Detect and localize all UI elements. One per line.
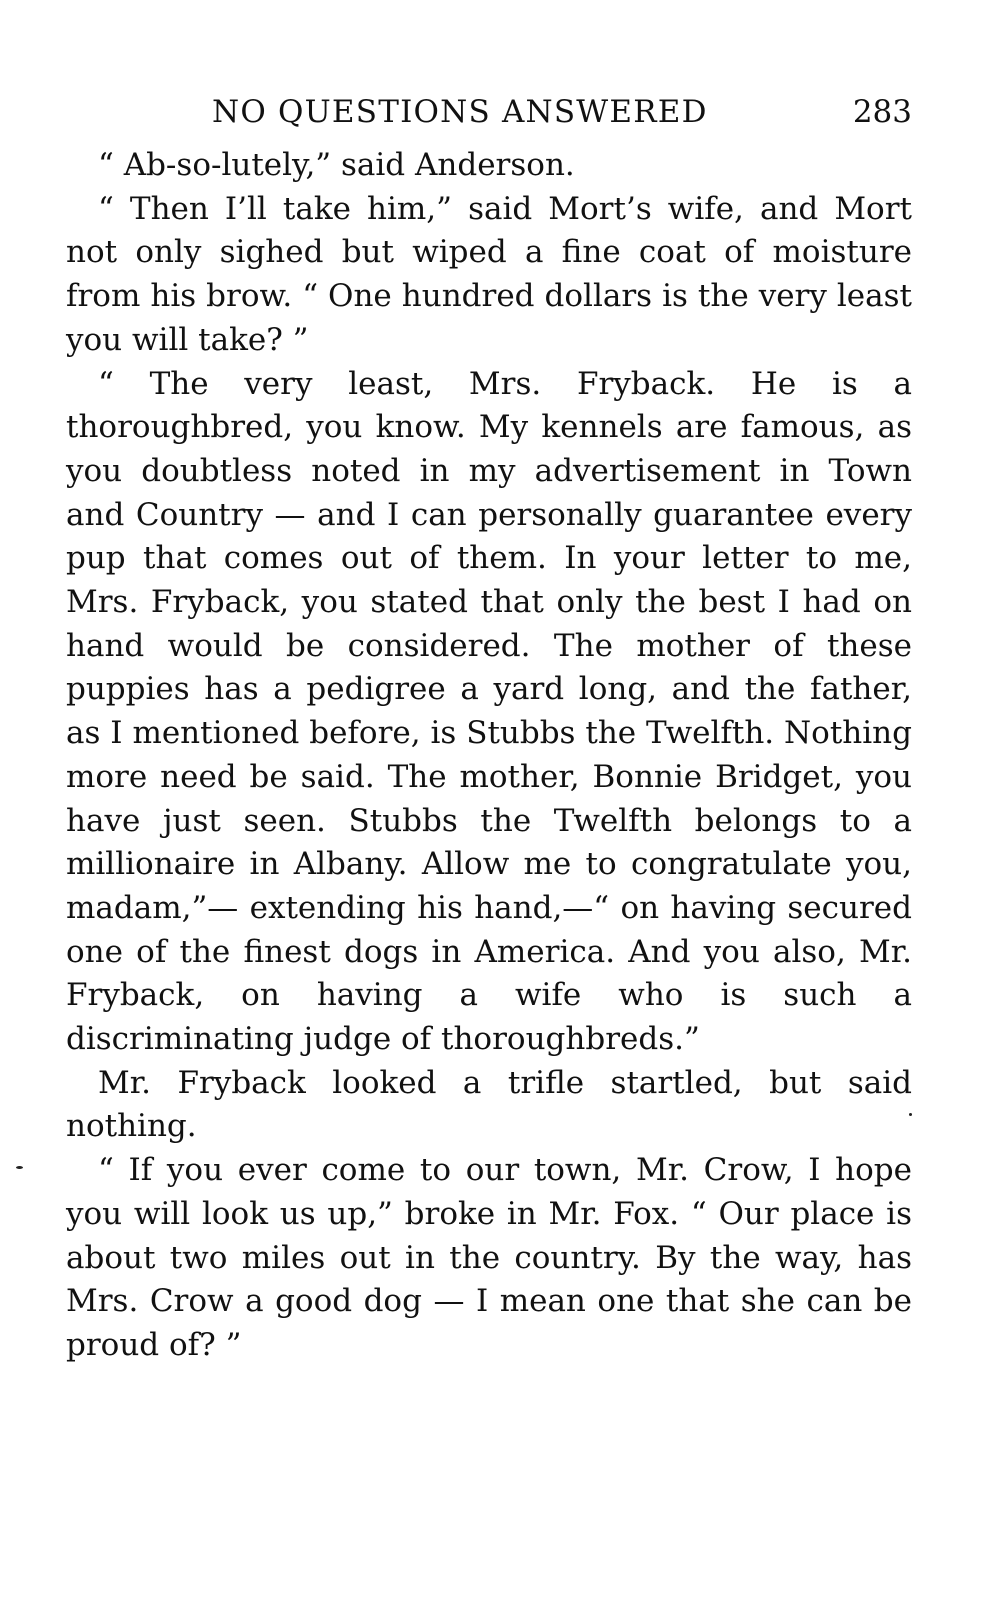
- book-page: [66, 84, 912, 1368]
- paragraph-anderson-reply: “ Ab-so-lutely,” said Anderson.: [98, 147, 575, 183]
- print-speck: [909, 1113, 912, 1116]
- paragraph-mr-fryback: Mr. Fryback looked a trifle startled, but said nothing.: [66, 1064, 912, 1145]
- print-speck: [16, 1166, 23, 1169]
- paragraph-anderson-speech: “ The very least, Mrs. Fryback. He is a thoroughbred, you know. My kennels are famous, as you doubtless noted in my advertisement in Town and Country — and I can personally guarantee every pup that comes out of them. In your letter to me, Mrs. Fryback, you stated that only the best I had on hand would be considered. The mother of these puppies has a pedigree a yard long, and the father, as I mentioned before, is Stubbs the Twelfth. Nothing more need be said. The mother, Bonnie Bridget, you have just seen. Stubbs the Twelfth belongs to a millionaire in Albany. Allow me to congratulate you, madam,”— extending his hand,—“ on having secured one of the finest dogs in America. And you also, Mr. Fryback, on having a wife who is such a discriminating judge of thoroughbreds.”: [66, 365, 912, 1058]
- page-number: 283: [852, 94, 912, 130]
- paragraph-mr-fox: “ If you ever come to our town, Mr. Crow, I hope you will look us up,” broke in Mr. Fox. “ Our place is about two miles out in the country. By the way, has Mrs. Crow a good dog — I mean one that she can be proud of? ”: [66, 1152, 912, 1363]
- running-title: NO QUESTIONS ANSWERED: [212, 94, 708, 130]
- paragraph-mrs-fryback: “ Then I’ll take him,” said Mort’s wife, and Mort not only sighed but wiped a fine coat of moisture from his brow. “ One hundred dollars is the very least you will take? ”: [66, 190, 912, 358]
- body-text: [66, 144, 912, 1368]
- page-header: [66, 84, 912, 144]
